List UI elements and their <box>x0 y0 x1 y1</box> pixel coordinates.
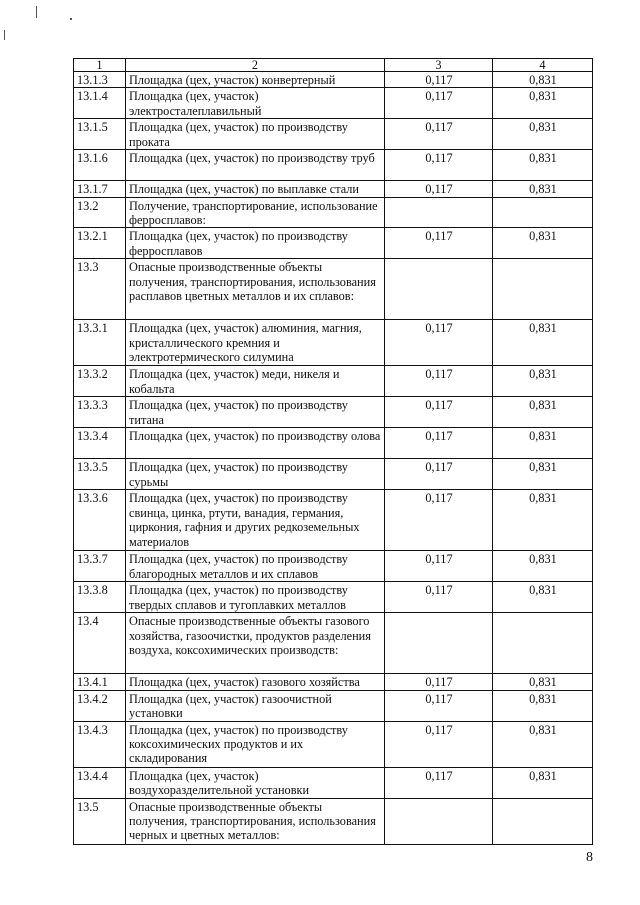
row-description: Площадка (цех, участок) по производству коксохимических продуктов и их складирования <box>126 721 385 767</box>
row-number: 13.1.4 <box>74 88 126 119</box>
row-value-col3: 0,117 <box>385 366 493 397</box>
table-body <box>74 59 593 845</box>
row-number: 13.3 <box>74 259 126 320</box>
table-row <box>74 690 593 721</box>
row-description: Площадка (цех, участок) по производству твердых сплавов и тугоплавких металлов <box>126 582 385 613</box>
row-value-col4: 0,831 <box>493 459 593 490</box>
row-number: 13.5 <box>74 798 126 844</box>
row-value-col4: 0,831 <box>493 228 593 259</box>
row-value-col4: 0,831 <box>493 582 593 613</box>
row-number: 13.2.1 <box>74 228 126 259</box>
table-row <box>74 72 593 88</box>
row-number: 13.4 <box>74 613 126 674</box>
row-description: Площадка (цех, участок) по производству сурьмы <box>126 459 385 490</box>
row-value-col4: 0,831 <box>493 490 593 551</box>
row-value-col4: 0,831 <box>493 181 593 197</box>
row-value-col4: 0,831 <box>493 320 593 366</box>
row-number: 13.3.4 <box>74 428 126 459</box>
header-cell-4: 4 <box>493 59 593 72</box>
row-number: 13.3.7 <box>74 551 126 582</box>
row-description: Получение, транспортирование, использование ферросплавов: <box>126 197 385 228</box>
row-value-col4 <box>493 613 593 674</box>
row-description: Площадка (цех, участок) меди, никеля и кобальта <box>126 366 385 397</box>
row-number: 13.4.3 <box>74 721 126 767</box>
table-row <box>74 259 593 320</box>
row-number: 13.1.3 <box>74 72 126 88</box>
row-value-col3 <box>385 259 493 320</box>
row-value-col3: 0,117 <box>385 72 493 88</box>
row-value-col3: 0,117 <box>385 721 493 767</box>
table-row <box>74 320 593 366</box>
row-value-col3: 0,117 <box>385 428 493 459</box>
table-row <box>74 767 593 798</box>
row-value-col4: 0,831 <box>493 767 593 798</box>
scan-artifact <box>4 30 5 40</box>
row-description: Площадка (цех, участок) по выплавке стали <box>126 181 385 197</box>
row-value-col3: 0,117 <box>385 582 493 613</box>
table-row <box>74 366 593 397</box>
table-row <box>74 119 593 150</box>
row-description: Площадка (цех, участок) по производству труб <box>126 150 385 181</box>
row-description: Площадка (цех, участок) по производству проката <box>126 119 385 150</box>
row-value-col3: 0,117 <box>385 88 493 119</box>
row-number: 13.3.8 <box>74 582 126 613</box>
row-description: Площадка (цех, участок) по производству ферросплавов <box>126 228 385 259</box>
table-row <box>74 490 593 551</box>
row-number: 13.1.7 <box>74 181 126 197</box>
hazard-objects-table <box>73 58 593 845</box>
row-description: Площадка (цех, участок) по производству олова <box>126 428 385 459</box>
row-description: Площадка (цех, участок) газоочистной установки <box>126 690 385 721</box>
row-value-col3: 0,117 <box>385 767 493 798</box>
table-row <box>74 798 593 844</box>
row-value-col3: 0,117 <box>385 490 493 551</box>
row-value-col4: 0,831 <box>493 721 593 767</box>
row-description: Площадка (цех, участок) по производству благородных металлов и их сплавов <box>126 551 385 582</box>
row-number: 13.3.3 <box>74 397 126 428</box>
scan-artifact <box>36 6 37 18</box>
table-row <box>74 721 593 767</box>
row-value-col3: 0,117 <box>385 551 493 582</box>
row-number: 13.4.1 <box>74 674 126 690</box>
row-description: Площадка (цех, участок) по производству свинца, цинка, ртути, ванадия, германия, циркония, гафния и других редкоземельных материалов <box>126 490 385 551</box>
row-value-col3: 0,117 <box>385 674 493 690</box>
row-value-col4: 0,831 <box>493 72 593 88</box>
row-value-col4 <box>493 259 593 320</box>
row-value-col4: 0,831 <box>493 119 593 150</box>
row-value-col4: 0,831 <box>493 674 593 690</box>
row-description: Площадка (цех, участок) газового хозяйства <box>126 674 385 690</box>
row-number: 13.3.1 <box>74 320 126 366</box>
row-description: Площадка (цех, участок) воздухоразделительной установки <box>126 767 385 798</box>
row-number: 13.3.2 <box>74 366 126 397</box>
row-value-col4 <box>493 798 593 844</box>
row-number: 13.1.5 <box>74 119 126 150</box>
row-value-col3: 0,117 <box>385 320 493 366</box>
row-description: Площадка (цех, участок) по производству титана <box>126 397 385 428</box>
table-row <box>74 613 593 674</box>
row-value-col4: 0,831 <box>493 428 593 459</box>
row-value-col3: 0,117 <box>385 228 493 259</box>
row-value-col3 <box>385 613 493 674</box>
page-number: 8 <box>586 850 593 865</box>
row-value-col4: 0,831 <box>493 150 593 181</box>
table-header-row <box>74 59 593 72</box>
table-row <box>74 428 593 459</box>
table-row <box>74 150 593 181</box>
header-cell-2: 2 <box>126 59 385 72</box>
table-row <box>74 181 593 197</box>
scan-artifact <box>70 18 72 20</box>
row-value-col3: 0,117 <box>385 181 493 197</box>
row-number: 13.4.4 <box>74 767 126 798</box>
row-value-col4: 0,831 <box>493 366 593 397</box>
header-cell-3: 3 <box>385 59 493 72</box>
row-number: 13.1.6 <box>74 150 126 181</box>
table-row <box>74 397 593 428</box>
table-row <box>74 674 593 690</box>
row-value-col4: 0,831 <box>493 397 593 428</box>
row-number: 13.3.6 <box>74 490 126 551</box>
row-value-col3: 0,117 <box>385 150 493 181</box>
header-cell-1: 1 <box>74 59 126 72</box>
row-value-col3 <box>385 798 493 844</box>
table-row <box>74 459 593 490</box>
table-row <box>74 228 593 259</box>
row-number: 13.3.5 <box>74 459 126 490</box>
row-value-col3: 0,117 <box>385 397 493 428</box>
table-row <box>74 551 593 582</box>
table-row <box>74 88 593 119</box>
row-description: Площадка (цех, участок) алюминия, магния, кристаллического кремния и электротермического силумина <box>126 320 385 366</box>
row-value-col4: 0,831 <box>493 551 593 582</box>
row-value-col3 <box>385 197 493 228</box>
row-value-col4: 0,831 <box>493 690 593 721</box>
row-number: 13.2 <box>74 197 126 228</box>
row-description: Опасные производственные объекты получения, транспортирования, использования черных и цветных металлов: <box>126 798 385 844</box>
row-value-col3: 0,117 <box>385 459 493 490</box>
row-value-col3: 0,117 <box>385 690 493 721</box>
row-description: Площадка (цех, участок) конвертерный <box>126 72 385 88</box>
table-row <box>74 582 593 613</box>
row-value-col3: 0,117 <box>385 119 493 150</box>
table-row <box>74 197 593 228</box>
row-value-col4 <box>493 197 593 228</box>
row-description: Опасные производственные объекты получения, транспортирования, использования расплавов цветных металлов и их сплавов: <box>126 259 385 320</box>
row-number: 13.4.2 <box>74 690 126 721</box>
row-value-col4: 0,831 <box>493 88 593 119</box>
row-description: Площадка (цех, участок) электросталеплавильный <box>126 88 385 119</box>
row-description: Опасные производственные объекты газового хозяйства, газоочистки, продуктов разделения воздуха, коксохимических производств: <box>126 613 385 674</box>
